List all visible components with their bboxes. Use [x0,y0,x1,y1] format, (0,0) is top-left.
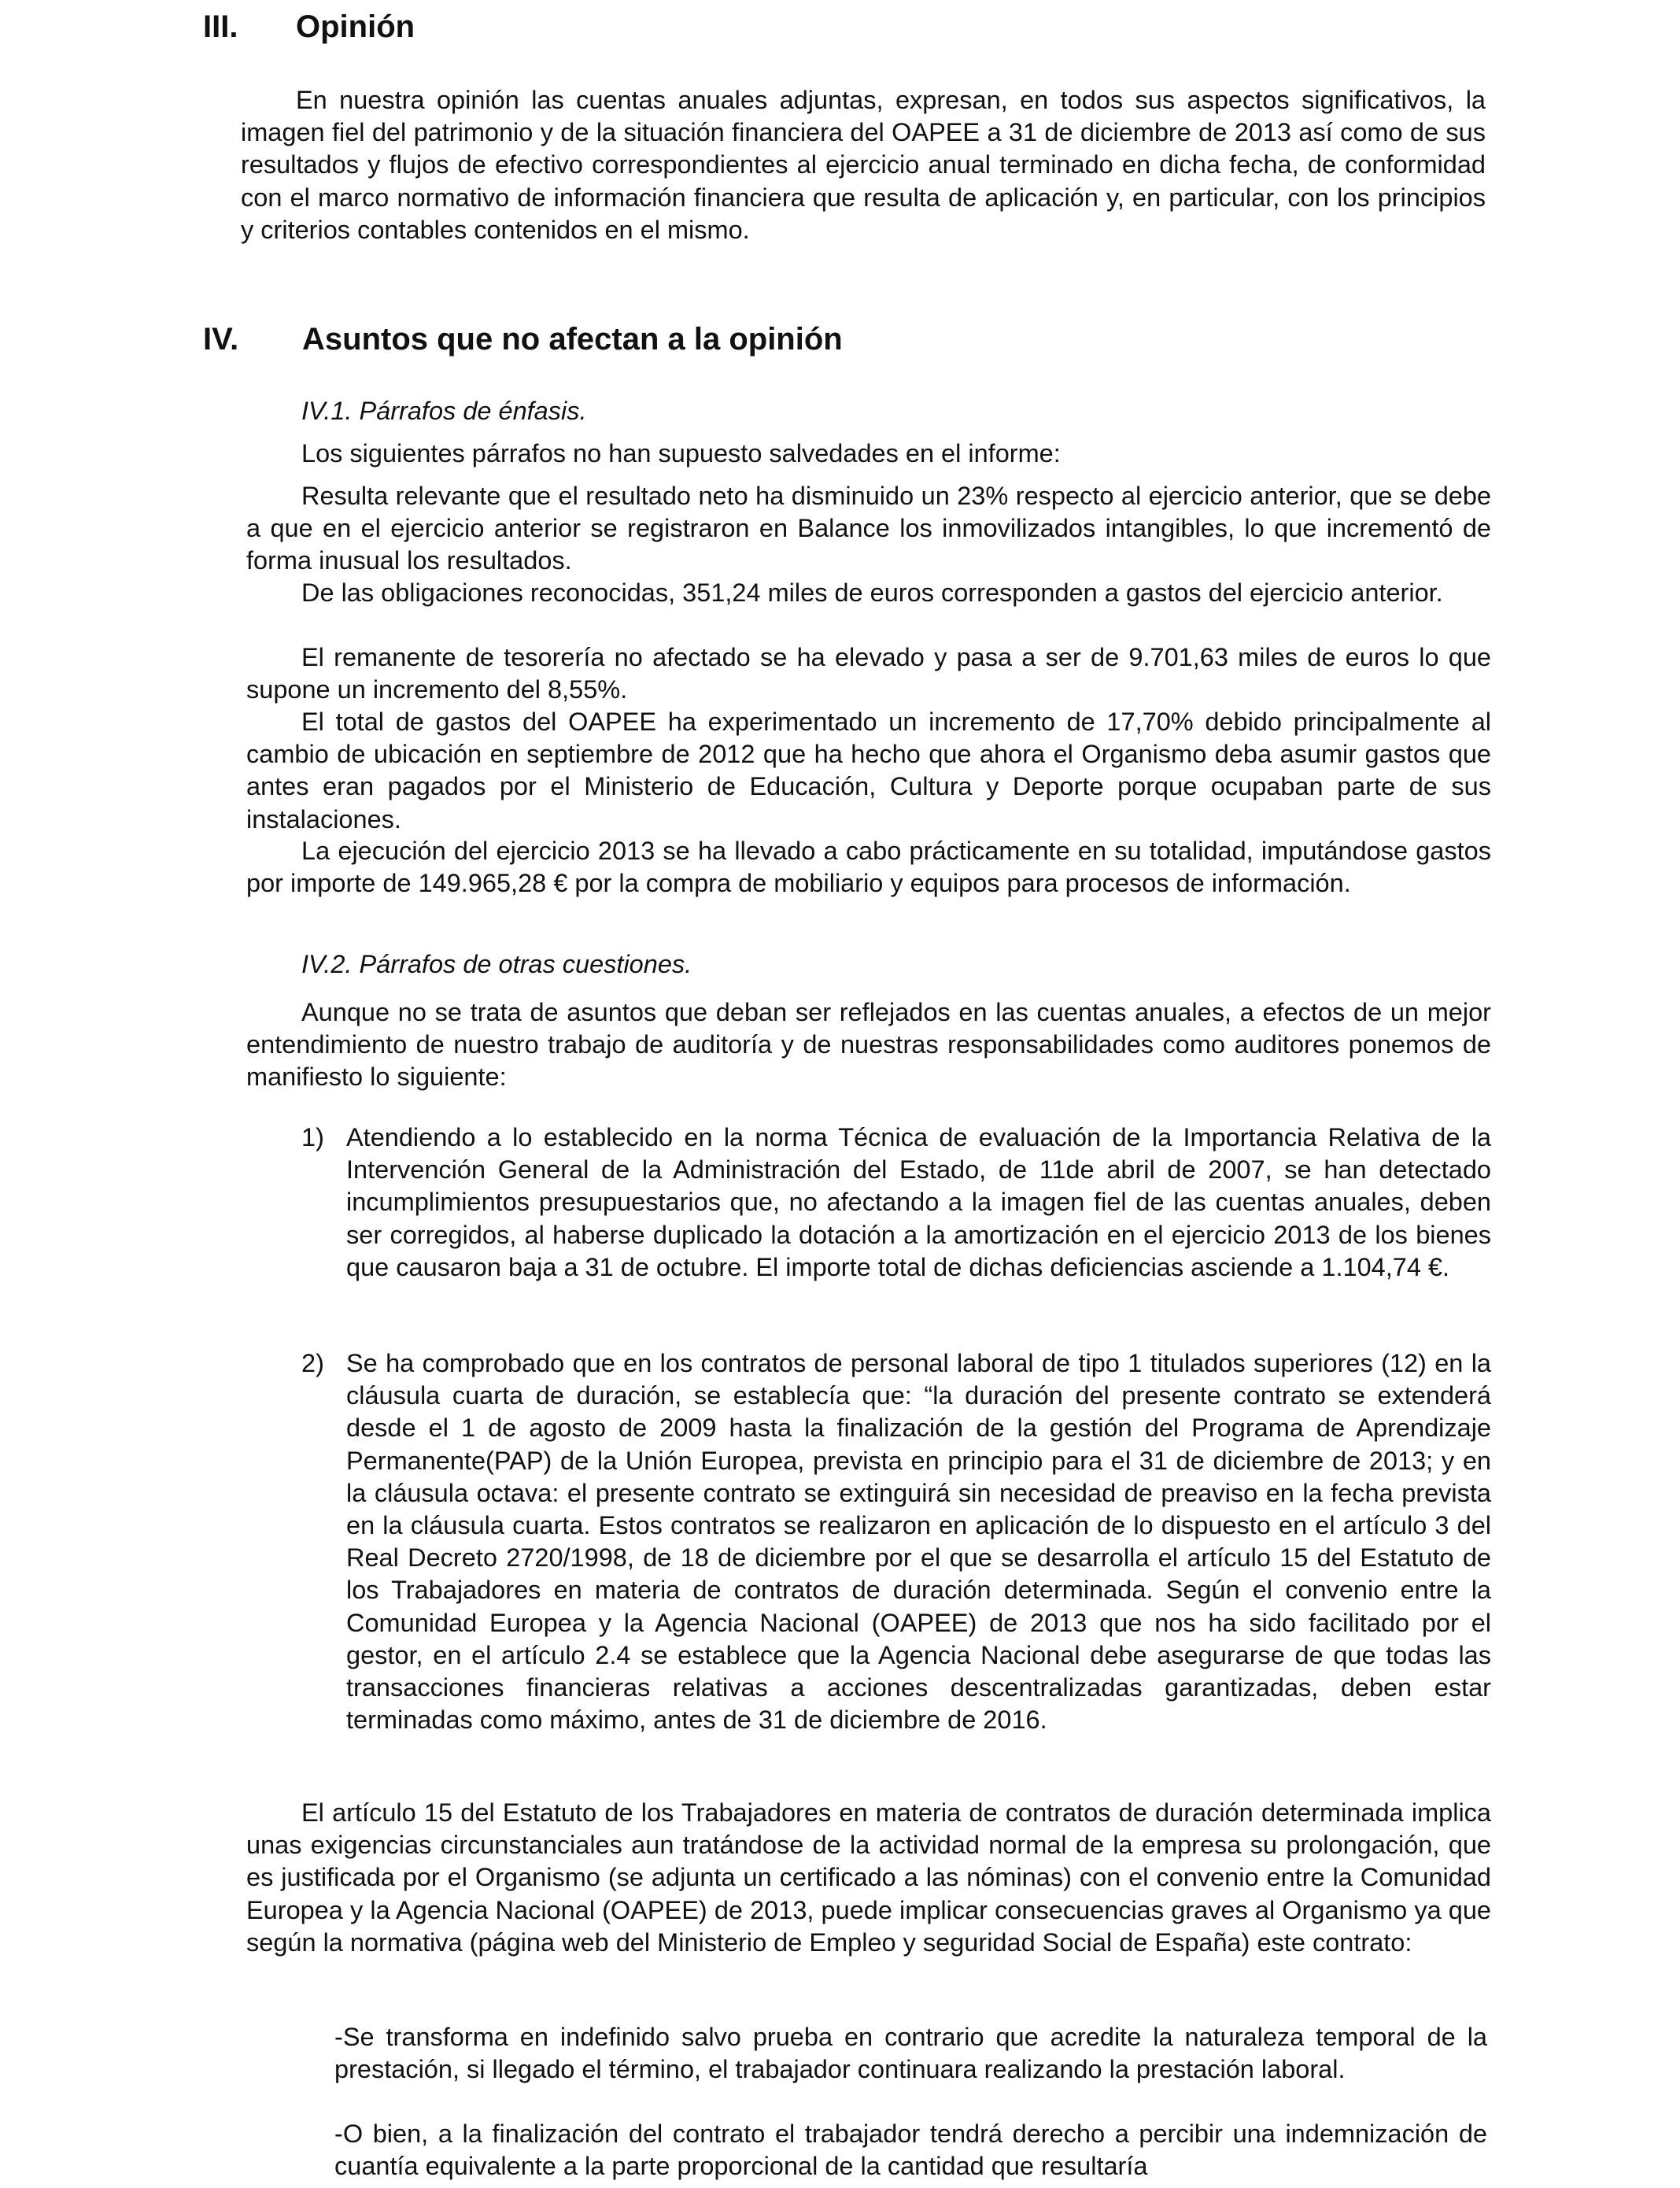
emphasis-paragraph-2: De las obligaciones reconocidas, 351,24 miles de euros corresponden a gastos del ejercicio anterior. [301,578,1443,607]
list-item-number: 1) [301,1123,324,1151]
list-item-text: Se ha comprobado que en los contratos de personal laboral de tipo 1 titulados superiores (12) en la cláusula cuarta de duración, se establecía que: “la duración del presente contrato se extenderá desde el 1 de agosto de 2009 hasta la finalización de la gestión del Programa de Aprendizaje Permanente(PAP) de la Unión Europea, prevista en principio para el 31 de diciembre de 2013; y en la cláusula octava: el presente contrato se extinguirá sin necesidad de preaviso en la fecha prevista en la cláusula cuarta. Estos contratos se realizaron en aplicación de lo dispuesto en el artículo 3 del Real Decreto 2720/1998, de 18 de diciembre por el que se desarrolla el artículo 15 del Estatuto de los Trabajadores en materia de contratos de duración determinada. Según el convenio entre la Comunidad Europea y la Agencia Nacional (OAPEE) de 2013 que nos ha sido facilitado por el gestor, en el artículo 2.4 se establece que la Agencia Nacional debe asegurarse de que todas las transacciones financieras relativas a acciones descentralizadas garantizadas, deben estar terminadas como máximo, antes de 31 de diciembre de 2016. [346,1349,1491,1735]
emphasis-paragraph-4: El total de gastos del OAPEE ha experimentado un incremento de 17,70% debido principalmente al cambio de ubicación en septiembre de 2012 que ha hecho que ahora el Organismo deba asumir gastos que antes eran pagados por el Ministerio de Educación, Cultura y Deporte porque ocupaban parte de sus instalaciones. [246,708,1491,833]
list-item-number: 2) [301,1349,324,1377]
subsection-iv1-intro: Los siguientes párrafos no han supuesto salvedades en el informe: [301,439,1061,468]
section-4-number: IV. [203,322,239,357]
subsection-iv2-intro: Aunque no se trata de asuntos que deban ser reflejados en las cuentas anuales, a efectos de un mejor entendimiento de nuestro trabajo de auditoría y de nuestras responsabilidades como auditores ponemos de manifiesto lo siguiente: [246,998,1491,1092]
subsection-iv1-title: IV.1. Párrafos de énfasis. [301,397,587,425]
subsection-iv2-title: IV.2. Párrafos de otras cuestiones. [301,950,692,978]
consequence-item: -O bien, a la finalización del contrato el trabajador tendrá derecho a percibir una indemnización de cuantía equivalente a la parte proporcional de la cantidad que resultaría [334,2120,1487,2181]
section-4-heading [203,320,1541,358]
article-paragraph: El artículo 15 del Estatuto de los Trabajadores en materia de contratos de duración determinada implica unas exigencias circunstanciales aun tratándose de la actividad normal de la empresa su prolongación, que es justificada por el Organismo (se adjunta un certificado a las nóminas) con el convenio entre la Comunidad Europea y la Agencia Nacional (OAPEE) de 2013, puede implicar consecuencias graves al Organismo ya que según la normativa (página web del Ministerio de Empleo y seguridad Social de España) este contrato: [246,1798,1491,1957]
section-4-title: Asuntos que no afectan a la opinión [302,322,843,357]
section-3-title: Opinión [296,9,415,44]
section-3-number: III. [203,9,238,44]
list-item-text: Atendiendo a lo establecido en la norma Técnica de evaluación de la Importancia Relativa de la Intervención General de la Administración del Estado, de 11de abril de 2007, se han detectado incumplimientos presupuestarios que, no afectando a la imagen fiel de las cuentas anuales, deben ser corregidos, al haberse duplicado la dotación a la amortización en el ejercicio 2013 de los bienes que causaron baja a 31 de octubre. El importe total de dichas deficiencias asciende a 1.104,74 €. [346,1123,1491,1281]
opinion-paragraph: En nuestra opinión las cuentas anuales adjuntas, expresan, en todos sus aspectos significativos, la imagen fiel del patrimonio y de la situación financiera del OAPEE a 31 de diciembre de 2013 así como de sus resultados y flujos de efectivo correspondientes al ejercicio anual terminado en dicha fecha, de conformidad con el marco normativo de información financiera que resulta de aplicación y, en particular, con los principios y criterios contables contenidos en el mismo. [241,86,1486,244]
emphasis-paragraph-1: Resulta relevante que el resultado neto ha disminuido un 23% respecto al ejercicio anterior, que se debe a que en el ejercicio anterior se registraron en Balance los inmovilizados intangibles, lo que incrementó de forma inusual los resultados. [246,482,1491,575]
section-3-heading [203,8,1541,46]
emphasis-paragraph-3: El remanente de tesorería no afectado se ha elevado y pasa a ser de 9.701,63 miles de euros lo que supone un incremento del 8,55%. [246,643,1491,704]
consequence-item: -Se transforma en indefinido salvo prueba en contrario que acredite la naturaleza temporal de la prestación, si llegado el término, el trabajador continuara realizando la prestación laboral. [334,2023,1487,2084]
emphasis-paragraph-5: La ejecución del ejercicio 2013 se ha llevado a cabo prácticamente en su totalidad, imputándose gastos por importe de 149.965,28 € por la compra de mobiliario y equipos para procesos de información. [246,837,1491,898]
